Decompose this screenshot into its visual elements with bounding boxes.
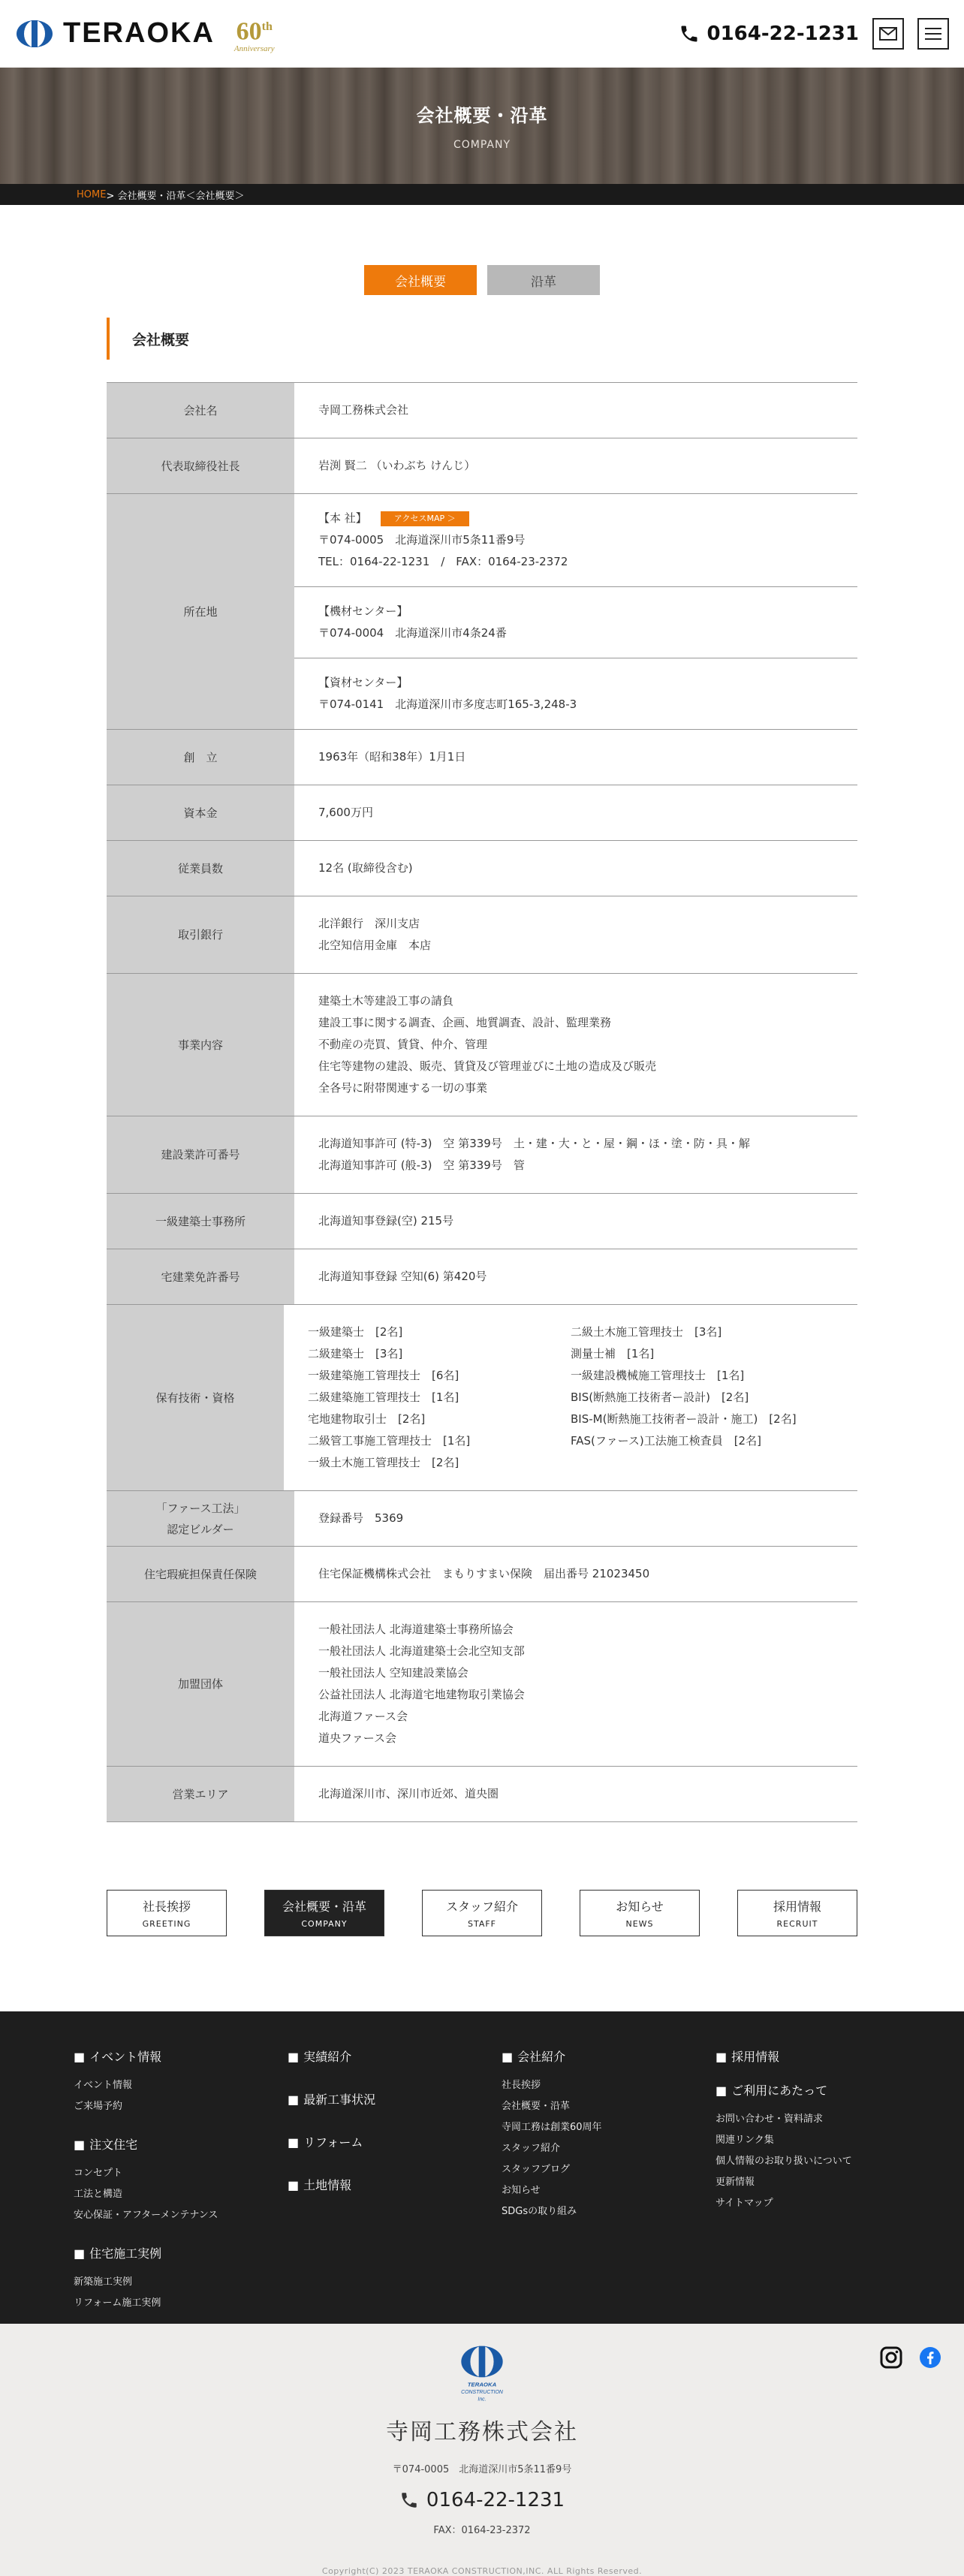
row-value: [294, 896, 857, 973]
row-label: 営業エリア: [107, 1767, 294, 1821]
association-line: 道央ファース会: [318, 1731, 396, 1745]
footer-link[interactable]: 寺岡工務は創業60周年: [502, 2122, 602, 2133]
page-title: 会社概要・沿革: [416, 105, 548, 126]
nav-news-button[interactable]: [580, 1890, 700, 1936]
row-label: 宅建業免許番号: [107, 1249, 294, 1304]
equipment-center-block: [294, 587, 857, 658]
row-value: 住宅保証機構株式会社 まもりすまい保険 届出番号 21023450: [318, 1567, 650, 1580]
page-tabs: [0, 265, 964, 295]
license-line: 北海道知事許可 (般-3) 空 第339号 管: [318, 1158, 525, 1172]
business-line: 建設工事に関する調査、企画、地質調査、設計、監理業務: [318, 1016, 612, 1029]
footer-link[interactable]: スタッフブログ: [502, 2164, 571, 2175]
head-office-block: [294, 494, 857, 587]
site-header: [0, 0, 964, 68]
breadcrumb: [0, 184, 964, 205]
head-office-name: 【本 社】: [318, 511, 367, 525]
row-label: 建設業許可番号: [107, 1116, 294, 1193]
tab-company-overview[interactable]: 会社概要: [364, 265, 477, 295]
phone-icon: [399, 2490, 419, 2510]
row-label: 代表取締役社長: [107, 438, 294, 493]
qualification-item: 二級建築士 [3名]: [308, 1347, 403, 1360]
nav-label: お知らせ: [616, 1900, 664, 1914]
row-value: 登録番号 5369: [318, 1511, 404, 1525]
page-hero: [0, 68, 964, 184]
nav-label-en: NEWS: [625, 1919, 654, 1929]
qualification-item: 一級土木施工管理技士 [2名]: [308, 1456, 459, 1469]
row-label: 一級建築士事務所: [107, 1194, 294, 1249]
footer-link[interactable]: SDGsの取り組み: [502, 2206, 577, 2217]
footer-column: [502, 2047, 715, 2324]
footer-heading-link[interactable]: ■ イベント情報: [74, 2047, 288, 2065]
qualification-item: 二級土木施工管理技士 [3名]: [571, 1325, 722, 1339]
footer-info: [0, 2324, 964, 2576]
footer-link[interactable]: 会社概要・沿革: [502, 2101, 571, 2112]
site-logo[interactable]: [15, 14, 275, 53]
header-phone-number: 0164-22-1231: [706, 23, 859, 45]
instagram-icon[interactable]: [880, 2346, 902, 2369]
qualification-item: BIS(断熱施工技術者ー設計) [2名]: [571, 1390, 749, 1404]
table-row: [107, 1305, 857, 1491]
qualification-item: 測量士補 [1名]: [571, 1347, 655, 1360]
mail-icon: [879, 27, 897, 41]
footer-heading-link[interactable]: ■ 採用情報: [715, 2047, 929, 2065]
qualifications-left-column: [308, 1321, 571, 1474]
nav-label-en: STAFF: [467, 1919, 497, 1929]
qualifications-right-column: [571, 1321, 833, 1474]
material-center-block: [294, 658, 857, 729]
facebook-icon[interactable]: [919, 2346, 941, 2369]
qualification-item: 一級建築施工管理技士 [6名]: [308, 1369, 459, 1382]
footer-link[interactable]: イベント情報: [74, 2080, 133, 2091]
table-row: [107, 841, 857, 896]
row-value: 12名 (取締役含む): [318, 861, 413, 875]
footer-link[interactable]: スタッフ紹介: [502, 2143, 561, 2154]
row-value: [294, 1116, 857, 1193]
row-label: 住宅瑕疵担保責任保険: [107, 1547, 294, 1601]
footer-heading-link[interactable]: ■ 会社紹介: [502, 2047, 715, 2065]
row-label: 事業内容: [107, 974, 294, 1116]
address-cell: [294, 494, 857, 729]
nav-label: 会社概要・沿革: [282, 1900, 366, 1914]
phone-icon: [679, 23, 700, 44]
material-center-postal: 〒074-0141 北海道深川市多度志町165-3,248-3: [318, 697, 577, 711]
footer-link[interactable]: お問い合わせ・資料請求: [715, 2114, 824, 2125]
table-row: [107, 1194, 857, 1249]
row-label: 取引銀行: [107, 896, 294, 973]
footer-phone[interactable]: [399, 2489, 565, 2511]
footer-link[interactable]: 個人情報のお取り扱いについて: [715, 2156, 852, 2167]
header-phone[interactable]: [679, 23, 860, 45]
bank-line: 北空知信用金庫 本店: [318, 939, 432, 952]
mail-button[interactable]: [872, 18, 904, 50]
fas-label-line1: 「ファース工法」: [155, 1501, 246, 1515]
table-row: [107, 1491, 857, 1547]
nav-greeting-button[interactable]: [107, 1890, 227, 1936]
footer-heading-link[interactable]: ■ 実績紹介: [288, 2047, 502, 2065]
footer-heading-link[interactable]: ■ 住宅施工実例: [74, 2244, 288, 2261]
footer-address: 〒074-0005 北海道深川市5条11番9号: [392, 2464, 572, 2475]
table-row: [107, 1602, 857, 1767]
association-line: 一般社団法人 北海道建築士会北空知支部: [318, 1644, 525, 1658]
section-title: 会社概要: [107, 318, 964, 360]
table-row: [107, 1547, 857, 1602]
row-label: 創 立: [107, 730, 294, 785]
nav-label: 採用情報: [773, 1900, 821, 1914]
row-value: 北海道深川市、深川市近郊、道央圏: [318, 1787, 499, 1800]
footer-heading-link[interactable]: ■ 土地情報: [288, 2176, 502, 2193]
company-sub-nav: [107, 1890, 857, 1936]
bank-line: 北洋銀行 深川支店: [318, 917, 420, 930]
breadcrumb-current: > 会社概要・沿革＜会社概要＞: [106, 190, 245, 202]
footer-link[interactable]: サイトマップ: [715, 2198, 773, 2209]
association-line: 一般社団法人 空知建設業協会: [318, 1666, 468, 1680]
anniversary-label: Anniversary: [233, 44, 275, 54]
row-label: 所在地: [107, 494, 294, 729]
equipment-center-postal: 〒074-0004 北海道深川市4条24番: [318, 626, 507, 640]
footer-link[interactable]: コンセプト: [74, 2168, 123, 2179]
footer-link[interactable]: 社長挨拶: [502, 2080, 541, 2091]
material-center-name: 【資材センター】: [318, 676, 408, 689]
footer-link[interactable]: 更新情報: [715, 2177, 755, 2188]
business-line: 建築土木等建設工事の請負: [318, 994, 454, 1008]
row-value: 寺岡工務株式会社: [318, 403, 409, 417]
logo-caption-line3: Inc.: [477, 2397, 487, 2403]
tab-history[interactable]: 沿革: [487, 265, 600, 295]
row-value: [294, 1602, 857, 1766]
footer-nav: [0, 2011, 964, 2324]
table-row: [107, 494, 857, 730]
footer-column: [74, 2047, 288, 2324]
page-subtitle: COMPANY: [453, 139, 511, 151]
footer-column: [288, 2047, 502, 2324]
association-line: 一般社団法人 北海道建築士事務所協会: [318, 1622, 514, 1636]
head-office-tel-fax: TEL：0164-22-1231 / FAX：0164-23-2372: [318, 555, 568, 568]
fas-label-line2: 認定ビルダー: [167, 1522, 234, 1536]
footer-link[interactable]: 新築施工実例: [74, 2276, 133, 2288]
table-row: [107, 1767, 857, 1822]
qualification-item: 二級管工事施工管理技士 [1名]: [308, 1434, 471, 1448]
footer-link[interactable]: リフォーム施工実例: [74, 2297, 161, 2309]
head-office-postal: 〒074-0005 北海道深川市5条11番9号: [318, 533, 526, 547]
footer-heading-link[interactable]: ■ ご利用にあたって: [715, 2081, 929, 2098]
business-line: 住宅等建物の建設、販売、賃貸及び管理並びに土地の造成及び販売: [318, 1059, 657, 1073]
nav-label: スタッフ紹介: [445, 1900, 518, 1914]
nav-company-button[interactable]: [264, 1890, 384, 1936]
qualification-item: 一級建設機械施工管理技士 [1名]: [571, 1369, 745, 1382]
footer-heading-link[interactable]: ■ 最新工事状況: [288, 2090, 502, 2107]
footer-column: [715, 2047, 929, 2324]
row-label: 保有技術・資格: [107, 1305, 284, 1490]
access-map-button[interactable]: アクセスMAP ＞: [381, 511, 469, 526]
footer-link[interactable]: お知らせ: [502, 2185, 541, 2196]
equipment-center-name: 【機材センター】: [318, 604, 408, 618]
social-links: [880, 2346, 941, 2369]
footer-company-name: 寺岡工務株式会社: [386, 2419, 578, 2445]
row-value: 北海道知事登録(空) 215号: [318, 1214, 454, 1228]
table-row: [107, 785, 857, 841]
footer-link[interactable]: 工法と構造: [74, 2189, 123, 2200]
table-row: [107, 1249, 857, 1305]
table-row: [107, 438, 857, 494]
hamburger-menu-icon: [925, 27, 941, 41]
table-row: [107, 974, 857, 1116]
row-label: 会社名: [107, 383, 294, 438]
association-line: 公益社団法人 北海道宅地建物取引業協会: [318, 1688, 525, 1701]
row-label: [107, 1491, 294, 1546]
table-row: [107, 1116, 857, 1194]
association-line: 北海道ファース会: [318, 1710, 408, 1723]
anniversary-number: 60: [236, 17, 262, 46]
nav-label-en: COMPANY: [301, 1919, 348, 1929]
qualification-item: 一級建築士 [2名]: [308, 1325, 403, 1339]
footer-link[interactable]: 関連リンク集: [715, 2135, 774, 2146]
footer-heading-link[interactable]: ■ 注文住宅: [74, 2135, 288, 2153]
breadcrumb-home-link[interactable]: HOME: [77, 188, 107, 200]
row-value: 北海道知事登録 空知(6) 第420号: [318, 1270, 487, 1283]
business-line: 不動産の売買、賃貸、仲介、管理: [318, 1038, 488, 1051]
nav-label-en: RECRUIT: [776, 1919, 818, 1929]
qualification-item: 二級建築施工管理技士 [1名]: [308, 1390, 459, 1404]
footer-fax: FAX：0164-23-2372: [433, 2525, 531, 2536]
license-line: 北海道知事許可 (特-3) 空 第339号 土・建・大・と・屋・鋼・ほ・塗・防・具・解: [318, 1137, 750, 1150]
table-row: [107, 730, 857, 785]
footer-phone-number: 0164-22-1231: [426, 2489, 565, 2511]
logo-text: TERAOKA: [63, 17, 215, 50]
nav-staff-button[interactable]: [422, 1890, 542, 1936]
qualification-item: FAS(ファース)工法施工検査員 [2名]: [571, 1434, 761, 1448]
footer-link[interactable]: 安心保証・アフターメンテナンス: [74, 2210, 218, 2221]
row-label: 資本金: [107, 785, 294, 840]
logo-caption-line2: CONSTRUCTION: [461, 2389, 503, 2395]
qualification-item: BIS-M(断熱施工技術者ー設計・施工) [2名]: [571, 1412, 797, 1426]
nav-recruit-button[interactable]: [737, 1890, 857, 1936]
footer-link[interactable]: ご来場予約: [74, 2101, 123, 2112]
row-value: [284, 1305, 857, 1490]
footer-heading-link[interactable]: ■ リフォーム: [288, 2133, 502, 2150]
table-row: [107, 896, 857, 974]
row-label: 加盟団体: [107, 1602, 294, 1766]
copyright: Copyright(C) 2023 TERAOKA CONSTRUCTION,INC. ALL Rights Reserved.: [321, 2566, 643, 2576]
logo-caption-line1: TERAOKA: [467, 2381, 497, 2388]
nav-label: 社長挨拶: [142, 1900, 191, 1914]
company-logo-icon: [456, 2345, 508, 2407]
anniversary-badge: [234, 14, 275, 53]
qualification-item: 宅地建物取引士 [2名]: [308, 1412, 426, 1426]
row-value: 1963年（昭和38年）1月1日: [318, 750, 466, 764]
nav-label-en: GREETING: [142, 1919, 191, 1929]
row-value: 岩渕 賢二 （いわぶち けんじ）: [318, 459, 476, 472]
menu-button[interactable]: [917, 18, 949, 50]
anniversary-suffix: th: [261, 20, 273, 33]
company-info-table: [107, 382, 857, 1822]
table-row: [107, 383, 857, 438]
teraoka-logo-icon: [15, 19, 54, 49]
row-value: [294, 974, 857, 1116]
business-line: 全各号に附帯関連する一切の事業: [318, 1081, 488, 1095]
row-value: 7,600万円: [318, 806, 373, 819]
row-label: 従業員数: [107, 841, 294, 896]
